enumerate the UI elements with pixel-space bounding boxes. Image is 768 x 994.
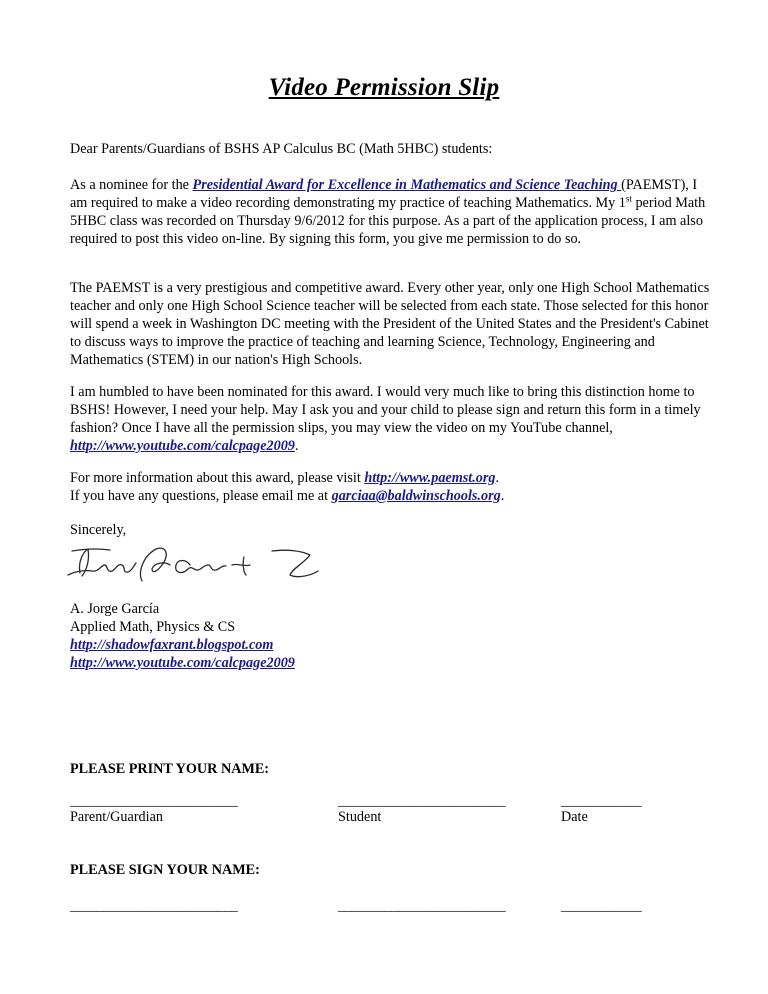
handwritten-signature [66, 543, 326, 589]
date-label: Date [561, 809, 588, 825]
author-name: A. Jorge García [70, 601, 160, 617]
award-name: Presidential Award for Excellence in Mathematics and Science Teaching [192, 177, 622, 193]
author-youtube-link[interactable]: http://www.youtube.com/calcpage2009 [70, 654, 295, 671]
greeting: Dear Parents/Guardians of BSHS AP Calculus BC (Math 5HBC) students: [70, 141, 493, 157]
info-lines: For more information about this award, please visit http://www.paemst.org. If you have any questions, please email me at garciaa@baldwinschools.org. [70, 470, 505, 504]
print-name-heading: PLEASE PRINT YOUR NAME: [70, 761, 270, 777]
paragraph-request: I am humbled to have been nominated for this award. I would very much like to bring this distinction home to BSHS! However, I need your help. May I ask you and your child to please sign and return this form in a timely fashion? Once I have all the permission slips, you may view the video on my YouTube channel, http://www.youtube.com/calcpage2009. [70, 384, 701, 454]
student-print-line[interactable]: _________________________ [338, 794, 506, 809]
document-title: Video Permission Slip [268, 74, 500, 101]
student-label: Student [338, 809, 382, 825]
signature-details [70, 601, 710, 673]
parent-sign-line[interactable]: _________________________ [70, 899, 238, 914]
closing: Sincerely, [70, 522, 127, 538]
email-link[interactable]: garciaa@baldwinschools.org [331, 487, 501, 504]
paemst-link[interactable]: http://www.paemst.org [364, 470, 496, 486]
youtube-link[interactable]: http://www.youtube.com/calcpage2009 [70, 437, 295, 454]
blog-link[interactable]: http://shadowfaxrant.blogspot.com [70, 636, 274, 653]
paragraph-paemst: The PAEMST is a very prestigious and competitive award. Every other year, only one High School Mathematics teacher and only one High School Science teacher will be selected from each state. Those selected for this honor will spend a week in Washington DC meeting with the President of the United States and the President's Cabinet to discuss ways to improve the practice of teaching and learning Science, Technology, Engineering and Mathematics (STEM) in our nation's High Schools. [70, 280, 710, 368]
date-print-line[interactable]: ____________ [561, 794, 642, 809]
date-sign-line[interactable]: ____________ [561, 899, 642, 914]
sign-name-heading: PLEASE SIGN YOUR NAME: [70, 862, 260, 878]
paragraph-nomination: As a nominee for the Presidential Award for Excellence in Mathematics and Science Teaching (PAEMST), I am required to make a video recording demonstrating my practice of teaching Mathematics. My 1st period Math 5HBC class was recorded on Thursday 9/6/2012 for this purpose. As a part of the application process, I am also required to post this video on-line. By signing this form, you give me permission to do so. [70, 177, 706, 247]
student-sign-line[interactable]: _________________________ [338, 899, 506, 914]
author-role: Applied Math, Physics & CS [70, 618, 236, 635]
parent-print-line[interactable]: _________________________ [70, 794, 238, 809]
parent-guardian-label: Parent/Guardian [70, 809, 163, 825]
